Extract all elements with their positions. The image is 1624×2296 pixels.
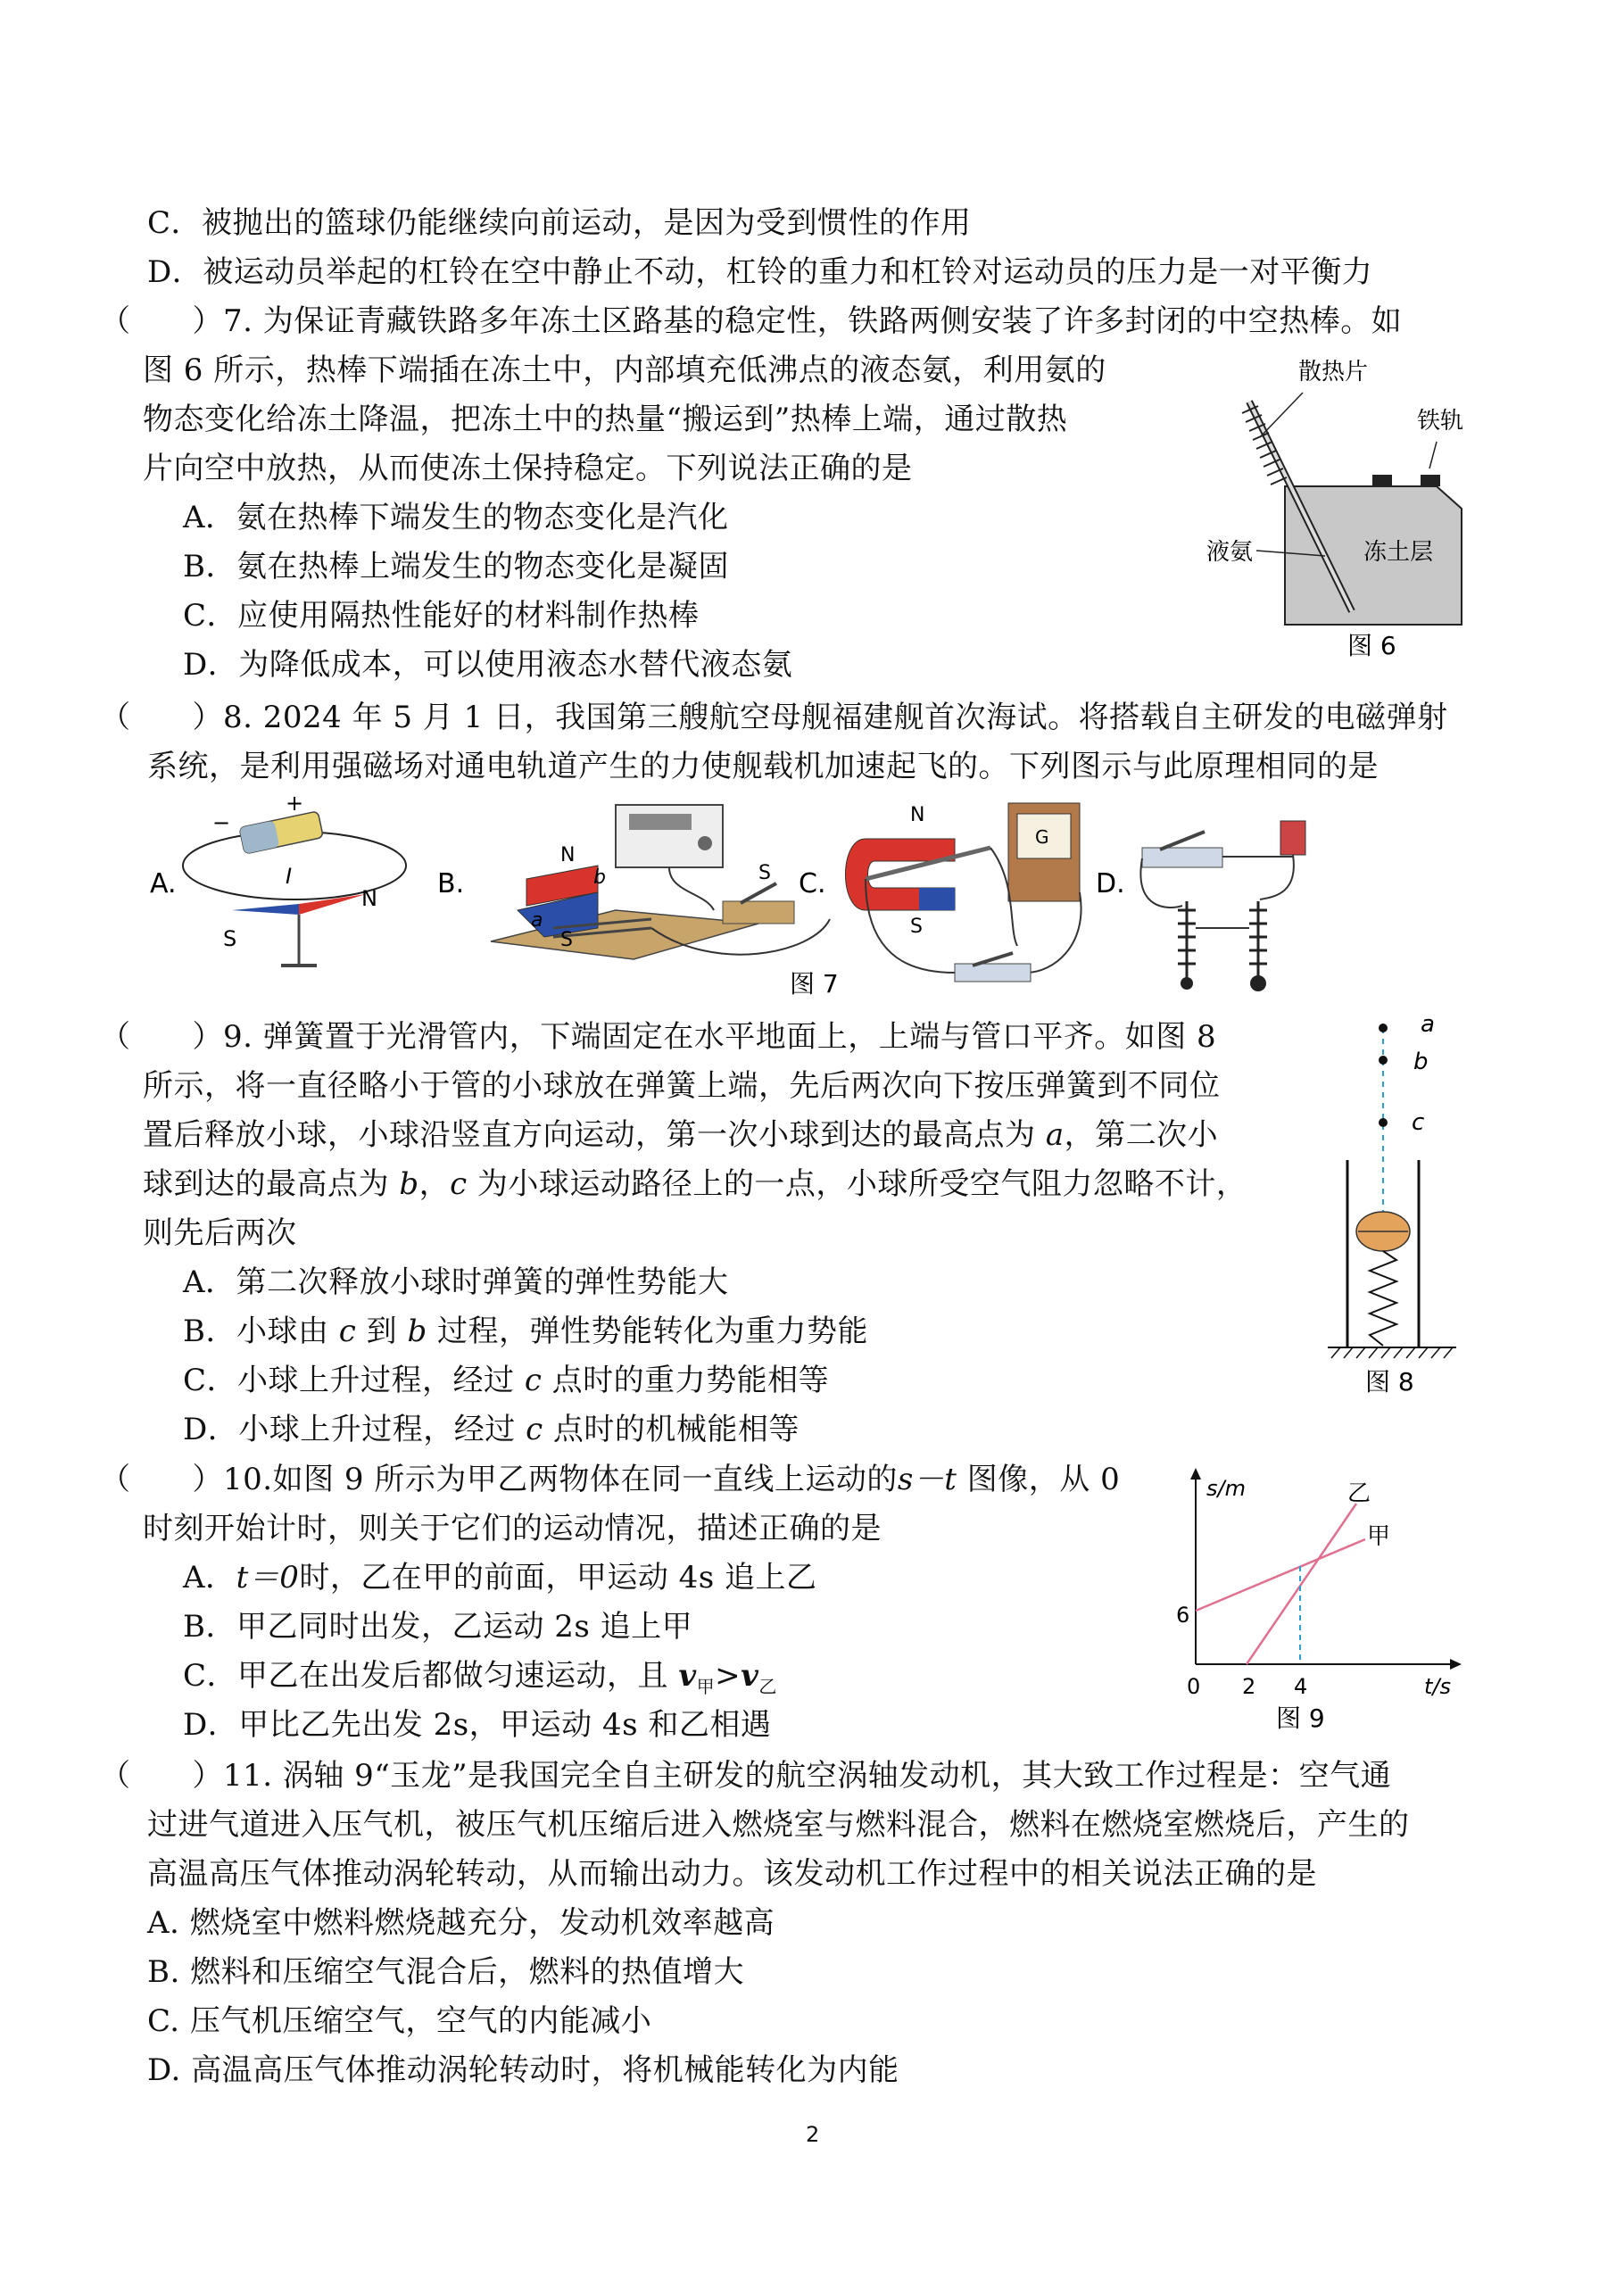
q11-stem-line1: （ ）11. 涡轴 9“玉龙”是我国完全自主研发的航空涡轴发动机，其大致工作过程是：空气通 [100, 1758, 1392, 1794]
fig7-b-b: b [593, 866, 606, 889]
fig7-d-electromagnet [1140, 821, 1305, 991]
figure-6-caption: 图 6 [1347, 631, 1396, 660]
figure-7-options [134, 794, 1330, 999]
fig7-label-c: C. [799, 868, 826, 899]
figure-9-st-graph [1160, 1463, 1481, 1740]
q11-option-d: D. 高温高压气体推动涡轮转动时，将机械能转化为内能 [147, 2052, 899, 2088]
q7-option-a: A．氨在热棒下端发生的物态变化是汽化 [183, 500, 729, 535]
fig9-ylabel: s/m [1206, 1476, 1246, 1501]
fig7-a-minus: − [212, 810, 231, 835]
heat-fins [1242, 406, 1287, 485]
q6-option-c: C．被抛出的篮球仍能继续向前运动，是因为受到惯性的作用 [147, 205, 972, 241]
q10-stem-line1: （ ）10.如图 9 所示为甲乙两物体在同一直线上运动的s－t 图像，从 0 [100, 1462, 1121, 1497]
fig7-b-switch: S [758, 862, 771, 884]
q11-option-b: B. 燃料和压缩空气混合后，燃料的热值增大 [147, 1954, 745, 1990]
rail-left [1372, 475, 1392, 486]
fig9-tick-y1: 6 [1176, 1603, 1190, 1628]
figure-7-caption: 图 7 [790, 969, 839, 999]
fig7-b-n: N [560, 844, 576, 866]
label-soil: 冻土层 [1363, 539, 1434, 566]
fig9-xlabel: t/s [1424, 1674, 1451, 1699]
fig8-point-b: b [1413, 1049, 1429, 1075]
q9-option-a: A．第二次释放小球时弹簧的弹性势能大 [183, 1264, 729, 1300]
q8-stem-line1: （ ）8. 2024 年 5 月 1 日，我国第三艘航空母舰福建舰首次海试。将搭载自主研发的电磁弹射 [100, 700, 1448, 735]
fig7-label-d: D. [1096, 868, 1125, 899]
q9-option-b: B．小球由 c 到 b 过程，弹性势能转化为重力势能 [183, 1314, 869, 1349]
series-yi-line [1247, 1504, 1356, 1664]
fig7-c-s: S [910, 916, 923, 938]
fig7-a-current: I [286, 864, 293, 889]
fig7-b-a: a [531, 909, 543, 932]
series-jia-line [1196, 1539, 1365, 1611]
q9-option-c: C．小球上升过程，经过 c 点时的重力势能相等 [183, 1363, 830, 1398]
q11-stem-line2: 过进气道进入压气机，被压气机压缩后进入燃烧室与燃料混合，燃料在燃烧室燃烧后，产生的 [147, 1807, 1410, 1843]
fig7-a-oersted [183, 794, 406, 966]
q9-stem-line3: 置后释放小球，小球沿竖直方向运动，第一次小球到达的最高点为 a，第二次小 [143, 1117, 1219, 1153]
q9-option-d: D．小球上升过程，经过 c 点时的机械能相等 [183, 1412, 800, 1447]
fig7-a-n: N [361, 886, 377, 911]
q7-stem-line4: 片向空中放热，从而使冻土保持稳定。下列说法正确的是 [143, 451, 913, 486]
q6-option-d: D．被运动员举起的杠铃在空中静止不动，杠铃的重力和杠铃对运动员的压力是一对平衡力 [147, 254, 1373, 290]
spring [1370, 1251, 1396, 1346]
figure-8-caption: 图 8 [1365, 1367, 1414, 1397]
fig8-point-a: a [1421, 1011, 1435, 1038]
fig7-c-induction [846, 803, 1081, 982]
q7-stem-line1: （ ）7. 为保证青藏铁路多年冻土区路基的稳定性，铁路两侧安装了许多封闭的中空热棒。如 [100, 303, 1403, 339]
q10-option-c: C．甲乙在出发后都做匀速运动，且 $v_甲>v_乙$ [183, 1658, 777, 1697]
figure-9-caption: 图 9 [1276, 1703, 1325, 1733]
q9-stem-line5: 则先后两次 [143, 1215, 297, 1251]
q11-option-a: A. 燃烧室中燃料燃烧越充分，发动机效率越高 [147, 1905, 775, 1941]
fig7-label-a: A. [150, 868, 177, 899]
fig7-label-b: B. [437, 868, 465, 899]
fig7-a-s: S [223, 926, 237, 951]
q11-stem-line3: 高温高压气体推动涡轮转动，从而输出动力。该发动机工作过程中的相关说法正确的是 [147, 1856, 1317, 1892]
q10-option-d: D．甲比乙先出发 2s，甲运动 4s 和乙相遇 [183, 1707, 772, 1743]
label-ammonia: 液氨 [1206, 539, 1254, 566]
fig9-tick-x2: 4 [1294, 1674, 1308, 1699]
fig8-point-c: c [1412, 1109, 1425, 1136]
figure-8-spring-tube [1321, 1008, 1481, 1419]
figure-6-heat-pipe [1196, 352, 1490, 665]
q7-option-b: B．氨在热棒上端发生的物态变化是凝固 [183, 549, 729, 584]
fig7-c-n: N [910, 804, 925, 826]
page-number: 2 [806, 2122, 820, 2147]
fins-leader [1260, 393, 1303, 437]
fig9-label-jia: 甲 [1367, 1523, 1391, 1550]
fig7-b-s: S [560, 929, 573, 951]
q8-stem-line2: 系统，是利用强磁场对通电轨道产生的力使舰载机加速起飞的。下列图示与此原理相同的是 [147, 749, 1379, 784]
rail-leader [1429, 442, 1437, 468]
fig9-tick-x1: 2 [1242, 1674, 1256, 1699]
fig7-a-plus: + [286, 794, 304, 816]
q7-stem-line3: 物态变化给冻土降温，把冻土中的热量“搬运到”热棒上端，通过散热 [143, 402, 1068, 437]
q10-option-a: A．t＝0时，乙在甲的前面，甲运动 4s 追上乙 [183, 1560, 817, 1596]
q9-stem-line2: 所示，将一直径略小于管的小球放在弹簧上端，先后两次向下按压弹簧到不同位 [143, 1068, 1221, 1104]
fig7-b-motor [491, 805, 830, 959]
q7-option-c: C．应使用隔热性能好的材料制作热棒 [183, 598, 700, 634]
fig9-label-yi: 乙 [1347, 1480, 1371, 1507]
q10-stem-line2: 时刻开始计时，则关于它们的运动情况，描述正确的是 [143, 1511, 882, 1546]
label-fins: 散热片 [1298, 359, 1369, 385]
q10-option-b: B．甲乙同时出发，乙运动 2s 追上甲 [183, 1609, 693, 1645]
q9-stem-line4: 球到达的最高点为 b，c 为小球运动路径上的一点，小球所受空气阻力忽略不计， [143, 1166, 1247, 1202]
fig7-c-meter: G [1035, 826, 1049, 848]
rail-right [1421, 475, 1440, 486]
fig9-tick-origin: 0 [1187, 1674, 1201, 1699]
q7-option-d: D．为降低成本，可以使用液态水替代液态氨 [183, 647, 793, 683]
q11-option-c: C. 压气机压缩空气，空气的内能减小 [147, 2003, 652, 2039]
q7-stem-line2: 图 6 所示，热棒下端插在冻土中，内部填充低沸点的液态氨，利用氨的 [143, 352, 1106, 388]
q9-stem-line1: （ ）9. 弹簧置于光滑管内，下端固定在水平地面上，上端与管口平齐。如图 8 [100, 1019, 1217, 1055]
label-rail: 铁轨 [1417, 408, 1464, 435]
